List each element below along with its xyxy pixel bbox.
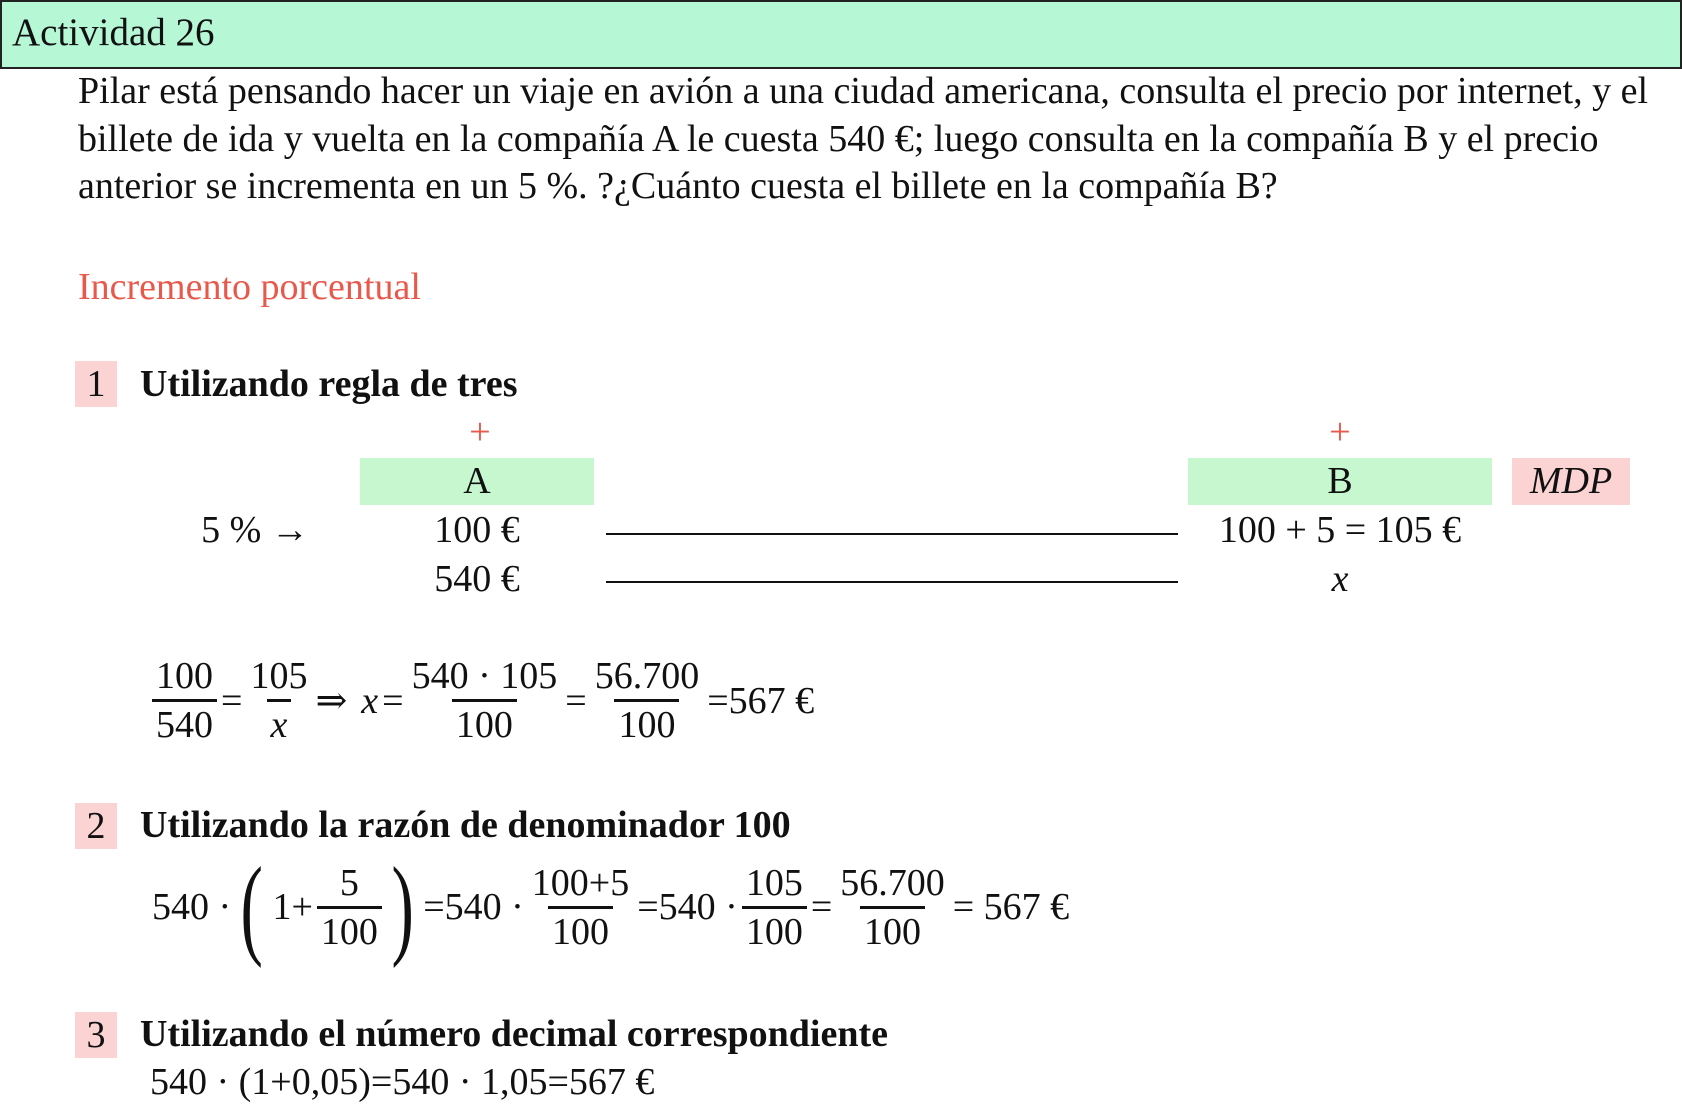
denominator: x: [267, 699, 292, 748]
connector-line-2: [606, 581, 1178, 583]
plus-sign-b: +: [1329, 411, 1351, 453]
fraction-105-x: [246, 653, 311, 748]
denominator: 100: [742, 906, 807, 955]
method-1-title: Utilizando regla de tres: [140, 363, 518, 405]
activity-header: [0, 0, 1682, 69]
method-3-title: Utilizando el número decimal correspondiente: [140, 1013, 888, 1055]
numerator: 5: [339, 861, 359, 904]
column-header-b: B: [1188, 458, 1492, 505]
topic-label: Incremento porcentual: [78, 266, 421, 308]
denominator: 100: [452, 699, 517, 748]
variable-x: x: [361, 679, 379, 722]
row1-col-a: 100 €: [434, 509, 520, 551]
equals-sign: =: [565, 679, 587, 722]
method-2-number: 2: [75, 803, 117, 849]
numerator: 105: [250, 655, 308, 697]
method-2-title: Utilizando la razón de denominador 100: [140, 804, 791, 846]
denominator: 100: [548, 906, 613, 955]
fraction-100-540: [152, 653, 217, 748]
method-2-equation: [150, 845, 1071, 969]
close-paren: ): [391, 845, 414, 969]
numerator: 105: [745, 861, 803, 904]
method-1-equation: [150, 653, 816, 748]
fraction-56700-100: [836, 860, 949, 955]
numerator: 100+5: [531, 861, 630, 904]
row2-col-a: 540 €: [434, 558, 520, 600]
fraction-540x105-100: [408, 653, 562, 748]
problem-statement: Pilar está pensando hacer un viaje en avión a una ciudad americana, consulta el precio por internet, y el billete de ida y vuelta en la compañía A le cuesta 540 €; luego consulta en la compañía B y el precio anterior se incrementa en un 5 %. ?¿Cuánto cuesta el billete en la compañía B?: [78, 70, 1649, 207]
activity-title: Actividad 26: [12, 11, 215, 54]
column-header-a: A: [360, 458, 594, 505]
denominator: 100: [317, 906, 382, 955]
connector-line-1: [606, 533, 1178, 535]
equals-540: =540 ·: [423, 886, 524, 928]
method-3-equation: 540 · (1+0,05)=540 · 1,05=567 €: [150, 1061, 655, 1103]
row1-col-b: 100 + 5 = 105 €: [1218, 509, 1462, 551]
numerator: 540 · 105: [411, 655, 558, 697]
result: =567 €: [707, 679, 815, 722]
row2-col-b: x: [1331, 558, 1349, 600]
denominator: 100: [860, 906, 925, 955]
method-1-number: 1: [75, 361, 117, 407]
fraction-100plus5-100: [528, 860, 633, 955]
plus-sign-a: +: [469, 411, 491, 453]
mdp-badge: MDP: [1512, 458, 1630, 505]
result: = 567 €: [952, 886, 1070, 928]
numerator: 56.700: [594, 655, 700, 697]
equals-sign: =: [221, 679, 243, 722]
open-paren: (: [240, 845, 263, 969]
denominator: 540: [152, 699, 217, 748]
equals-sign: =: [810, 886, 833, 928]
numerator: 56.700: [840, 861, 945, 904]
fraction-105-100: [742, 860, 807, 955]
implies-symbol: ⇒: [315, 680, 348, 722]
row-label: 5 % →: [201, 509, 309, 551]
fraction-5-100: [317, 860, 382, 955]
fraction-56700-100: [591, 653, 704, 748]
equals-sign: =: [382, 679, 404, 722]
method-3-number: 3: [75, 1012, 117, 1058]
denominator: 100: [614, 699, 679, 748]
one-plus: 1+: [272, 886, 313, 928]
numerator: 100: [156, 655, 213, 697]
term-540: 540 ·: [152, 886, 232, 928]
equals-540: =540 ·: [637, 886, 738, 928]
